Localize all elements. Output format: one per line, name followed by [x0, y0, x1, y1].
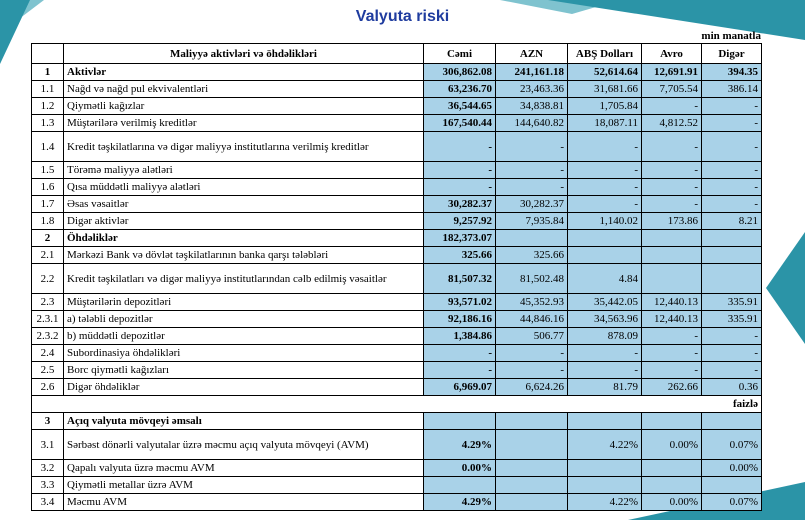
value-cell-usd: 34,563.96: [568, 311, 642, 328]
row-description: Digər aktivlər: [64, 213, 424, 230]
value-cell-azn: -: [496, 162, 568, 179]
table-row: [32, 311, 762, 328]
table-row: [32, 379, 762, 396]
value-cell-usd: 1,140.02: [568, 213, 642, 230]
value-cell-diger: 394.35: [702, 64, 762, 81]
value-cell-usd: [568, 413, 642, 430]
table-row: [32, 132, 762, 162]
value-cell-azn: [496, 460, 568, 477]
value-cell-cemi: -: [424, 362, 496, 379]
col-header-description: Maliyyə aktivləri və öhdəlikləri: [64, 44, 424, 64]
value-cell-cemi: 92,186.16: [424, 311, 496, 328]
page-title: Valyuta riski: [355, 8, 450, 25]
row-description: Subordinasiya öhdəlikləri: [64, 345, 424, 362]
value-cell-cemi: 0.00%: [424, 460, 496, 477]
value-cell-cemi: -: [424, 162, 496, 179]
value-cell-azn: 325.66: [496, 247, 568, 264]
value-cell-diger: 335.91: [702, 311, 762, 328]
row-number: 1.5: [32, 162, 64, 179]
value-cell-avro: 4,812.52: [642, 115, 702, 132]
value-cell-cemi: -: [424, 179, 496, 196]
table-row: [32, 494, 762, 511]
value-cell-diger: 0.07%: [702, 494, 762, 511]
unit-note-min-manatla: min manatla: [701, 30, 761, 42]
row-number: 2.3: [32, 294, 64, 311]
value-cell-usd: 52,614.64: [568, 64, 642, 81]
value-cell-avro: 173.86: [642, 213, 702, 230]
value-cell-azn: 45,352.93: [496, 294, 568, 311]
value-cell-azn: 7,935.84: [496, 213, 568, 230]
value-cell-avro: -: [642, 362, 702, 379]
value-cell-azn: 81,502.48: [496, 264, 568, 294]
value-cell-avro: -: [642, 132, 702, 162]
value-cell-diger: [702, 230, 762, 247]
value-cell-cemi: 325.66: [424, 247, 496, 264]
table-row: [32, 362, 762, 379]
col-header-num: [32, 44, 64, 64]
value-cell-azn: 23,463.36: [496, 81, 568, 98]
table-row: [32, 81, 762, 98]
table-row: [32, 294, 762, 311]
row-number: 1.7: [32, 196, 64, 213]
value-cell-cemi: 9,257.92: [424, 213, 496, 230]
row-description: Törəmə maliyyə alətləri: [64, 162, 424, 179]
value-cell-avro: -: [642, 328, 702, 345]
row-number: 1.2: [32, 98, 64, 115]
value-cell-azn: -: [496, 345, 568, 362]
value-cell-avro: -: [642, 98, 702, 115]
value-cell-cemi: 30,282.37: [424, 196, 496, 213]
row-number: 3.4: [32, 494, 64, 511]
value-cell-diger: [702, 477, 762, 494]
row-number: 1.1: [32, 81, 64, 98]
value-cell-cemi: 93,571.02: [424, 294, 496, 311]
value-cell-usd: [568, 247, 642, 264]
table-row: [32, 162, 762, 179]
value-cell-usd: -: [568, 196, 642, 213]
value-cell-avro: 0.00%: [642, 430, 702, 460]
row-description: a) tələbli depozitlər: [64, 311, 424, 328]
row-description: Əsas vəsaitlər: [64, 196, 424, 213]
row-description: Kredit təşkilatları və digər maliyyə institutlarından cəlb edilmiş vəsaitlər: [64, 264, 424, 294]
row-description: Məcmu AVM: [64, 494, 424, 511]
value-cell-diger: 386.14: [702, 81, 762, 98]
value-cell-cemi: 6,969.07: [424, 379, 496, 396]
value-cell-diger: 8.21: [702, 213, 762, 230]
value-cell-cemi: 63,236.70: [424, 81, 496, 98]
value-cell-usd: [568, 477, 642, 494]
value-cell-usd: 35,442.05: [568, 294, 642, 311]
value-cell-azn: 506.77: [496, 328, 568, 345]
value-cell-cemi: 81,507.32: [424, 264, 496, 294]
row-number: 3.3: [32, 477, 64, 494]
row-description: Nağd və nağd pul ekvivalentləri: [64, 81, 424, 98]
row-number: 1.6: [32, 179, 64, 196]
value-cell-azn: [496, 230, 568, 247]
value-cell-azn: [496, 494, 568, 511]
value-cell-avro: -: [642, 345, 702, 362]
value-cell-azn: [496, 413, 568, 430]
col-header-avro: Avro: [642, 44, 702, 64]
value-cell-avro: -: [642, 179, 702, 196]
row-number: 1.3: [32, 115, 64, 132]
col-header-cemi: Cəmi: [424, 44, 496, 64]
value-cell-avro: 0.00%: [642, 494, 702, 511]
value-cell-usd: 4.22%: [568, 430, 642, 460]
row-description: Digər öhdəliklər: [64, 379, 424, 396]
value-cell-avro: 262.66: [642, 379, 702, 396]
currency-risk-table: [31, 43, 762, 511]
value-cell-azn: 44,846.16: [496, 311, 568, 328]
value-cell-azn: [496, 430, 568, 460]
row-description: Müştərilərin depozitləri: [64, 294, 424, 311]
value-cell-avro: -: [642, 162, 702, 179]
value-cell-diger: [702, 413, 762, 430]
table-row: [32, 477, 762, 494]
table-row: [32, 115, 762, 132]
value-cell-cemi: 306,862.08: [424, 64, 496, 81]
row-description: Kredit təşkilatlarına və digər maliyyə institutlarına verilmiş kreditlər: [64, 132, 424, 162]
value-cell-avro: 12,440.13: [642, 311, 702, 328]
row-number: 1.8: [32, 213, 64, 230]
row-description: Qiymətli metallar üzrə AVM: [64, 477, 424, 494]
value-cell-cemi: -: [424, 345, 496, 362]
row-description: Qapalı valyuta üzrə məcmu AVM: [64, 460, 424, 477]
table-row: [32, 196, 762, 213]
unit-note-row: [32, 396, 762, 413]
value-cell-cemi: 182,373.07: [424, 230, 496, 247]
row-number: 2.4: [32, 345, 64, 362]
row-description: Aktivlər: [64, 64, 424, 81]
value-cell-usd: -: [568, 345, 642, 362]
value-cell-cemi: 4.29%: [424, 430, 496, 460]
row-description: Qiymətli kağızlar: [64, 98, 424, 115]
value-cell-diger: -: [702, 179, 762, 196]
value-cell-cemi: 36,544.65: [424, 98, 496, 115]
value-cell-avro: [642, 460, 702, 477]
value-cell-usd: 4.22%: [568, 494, 642, 511]
value-cell-azn: -: [496, 362, 568, 379]
value-cell-avro: 7,705.54: [642, 81, 702, 98]
row-description: Müştərilərə verilmiş kreditlər: [64, 115, 424, 132]
value-cell-usd: 1,705.84: [568, 98, 642, 115]
table-row: [32, 460, 762, 477]
unit-note-faizle: faizlə: [32, 396, 762, 413]
value-cell-diger: -: [702, 196, 762, 213]
value-cell-usd: [568, 230, 642, 247]
row-number: 3.2: [32, 460, 64, 477]
value-cell-azn: 144,640.82: [496, 115, 568, 132]
value-cell-azn: 241,161.18: [496, 64, 568, 81]
value-cell-avro: [642, 230, 702, 247]
row-description: Borc qiymətli kağızları: [64, 362, 424, 379]
value-cell-diger: -: [702, 328, 762, 345]
row-number: 2.5: [32, 362, 64, 379]
row-number: 3.1: [32, 430, 64, 460]
value-cell-usd: -: [568, 162, 642, 179]
value-cell-usd: 81.79: [568, 379, 642, 396]
table-row: [32, 345, 762, 362]
value-cell-azn: 6,624.26: [496, 379, 568, 396]
value-cell-diger: -: [702, 115, 762, 132]
row-description: Açıq valyuta mövqeyi əmsalı: [64, 413, 424, 430]
value-cell-diger: -: [702, 132, 762, 162]
row-description: b) müddətli depozitlər: [64, 328, 424, 345]
table-row: [32, 264, 762, 294]
value-cell-cemi: 1,384.86: [424, 328, 496, 345]
value-cell-usd: [568, 460, 642, 477]
table-row: [32, 64, 762, 81]
value-cell-usd: -: [568, 179, 642, 196]
row-description: Öhdəliklər: [64, 230, 424, 247]
value-cell-diger: 0.07%: [702, 430, 762, 460]
value-cell-usd: 4.84: [568, 264, 642, 294]
row-number: 2.6: [32, 379, 64, 396]
row-number: 2.2: [32, 264, 64, 294]
value-cell-usd: 878.09: [568, 328, 642, 345]
value-cell-cemi: 4.29%: [424, 494, 496, 511]
value-cell-avro: [642, 413, 702, 430]
row-number: 1.4: [32, 132, 64, 162]
value-cell-diger: -: [702, 362, 762, 379]
value-cell-azn: 34,838.81: [496, 98, 568, 115]
value-cell-avro: 12,691.91: [642, 64, 702, 81]
value-cell-cemi: -: [424, 132, 496, 162]
row-number: 2: [32, 230, 64, 247]
table-row: [32, 247, 762, 264]
value-cell-avro: -: [642, 196, 702, 213]
row-description: Mərkəzi Bank və dövlət təşkilatlarının banka qarşı tələbləri: [64, 247, 424, 264]
row-number: 1: [32, 64, 64, 81]
value-cell-azn: -: [496, 179, 568, 196]
row-description: Qısa müddətli maliyyə alətləri: [64, 179, 424, 196]
value-cell-cemi: 167,540.44: [424, 115, 496, 132]
row-number: 2.1: [32, 247, 64, 264]
row-description: Sərbəst dönərli valyutalar üzrə məcmu açıq valyuta mövqeyi (AVM): [64, 430, 424, 460]
value-cell-diger: 335.91: [702, 294, 762, 311]
value-cell-diger: [702, 247, 762, 264]
value-cell-azn: [496, 477, 568, 494]
table-row: [32, 98, 762, 115]
value-cell-usd: 18,087.11: [568, 115, 642, 132]
table-row: [32, 213, 762, 230]
table-row: [32, 328, 762, 345]
table-header-row: [32, 44, 762, 64]
value-cell-usd: 31,681.66: [568, 81, 642, 98]
value-cell-usd: -: [568, 362, 642, 379]
col-header-diger: Digər: [702, 44, 762, 64]
value-cell-avro: [642, 264, 702, 294]
value-cell-diger: -: [702, 162, 762, 179]
row-number: 2.3.2: [32, 328, 64, 345]
value-cell-usd: -: [568, 132, 642, 162]
value-cell-avro: [642, 247, 702, 264]
value-cell-diger: [702, 264, 762, 294]
value-cell-cemi: [424, 477, 496, 494]
value-cell-diger: 0.36: [702, 379, 762, 396]
table-body: [32, 64, 762, 511]
value-cell-avro: 12,440.13: [642, 294, 702, 311]
value-cell-diger: 0.00%: [702, 460, 762, 477]
row-number: 3: [32, 413, 64, 430]
value-cell-diger: -: [702, 345, 762, 362]
decor-right-middle-shape: [766, 232, 805, 344]
row-number: 2.3.1: [32, 311, 64, 328]
table-row: [32, 230, 762, 247]
value-cell-azn: 30,282.37: [496, 196, 568, 213]
table-row: [32, 179, 762, 196]
value-cell-avro: [642, 477, 702, 494]
table-row: [32, 413, 762, 430]
value-cell-azn: -: [496, 132, 568, 162]
col-header-azn: AZN: [496, 44, 568, 64]
value-cell-diger: -: [702, 98, 762, 115]
col-header-usd: ABŞ Dolları: [568, 44, 642, 64]
value-cell-cemi: [424, 413, 496, 430]
table-row: [32, 430, 762, 460]
